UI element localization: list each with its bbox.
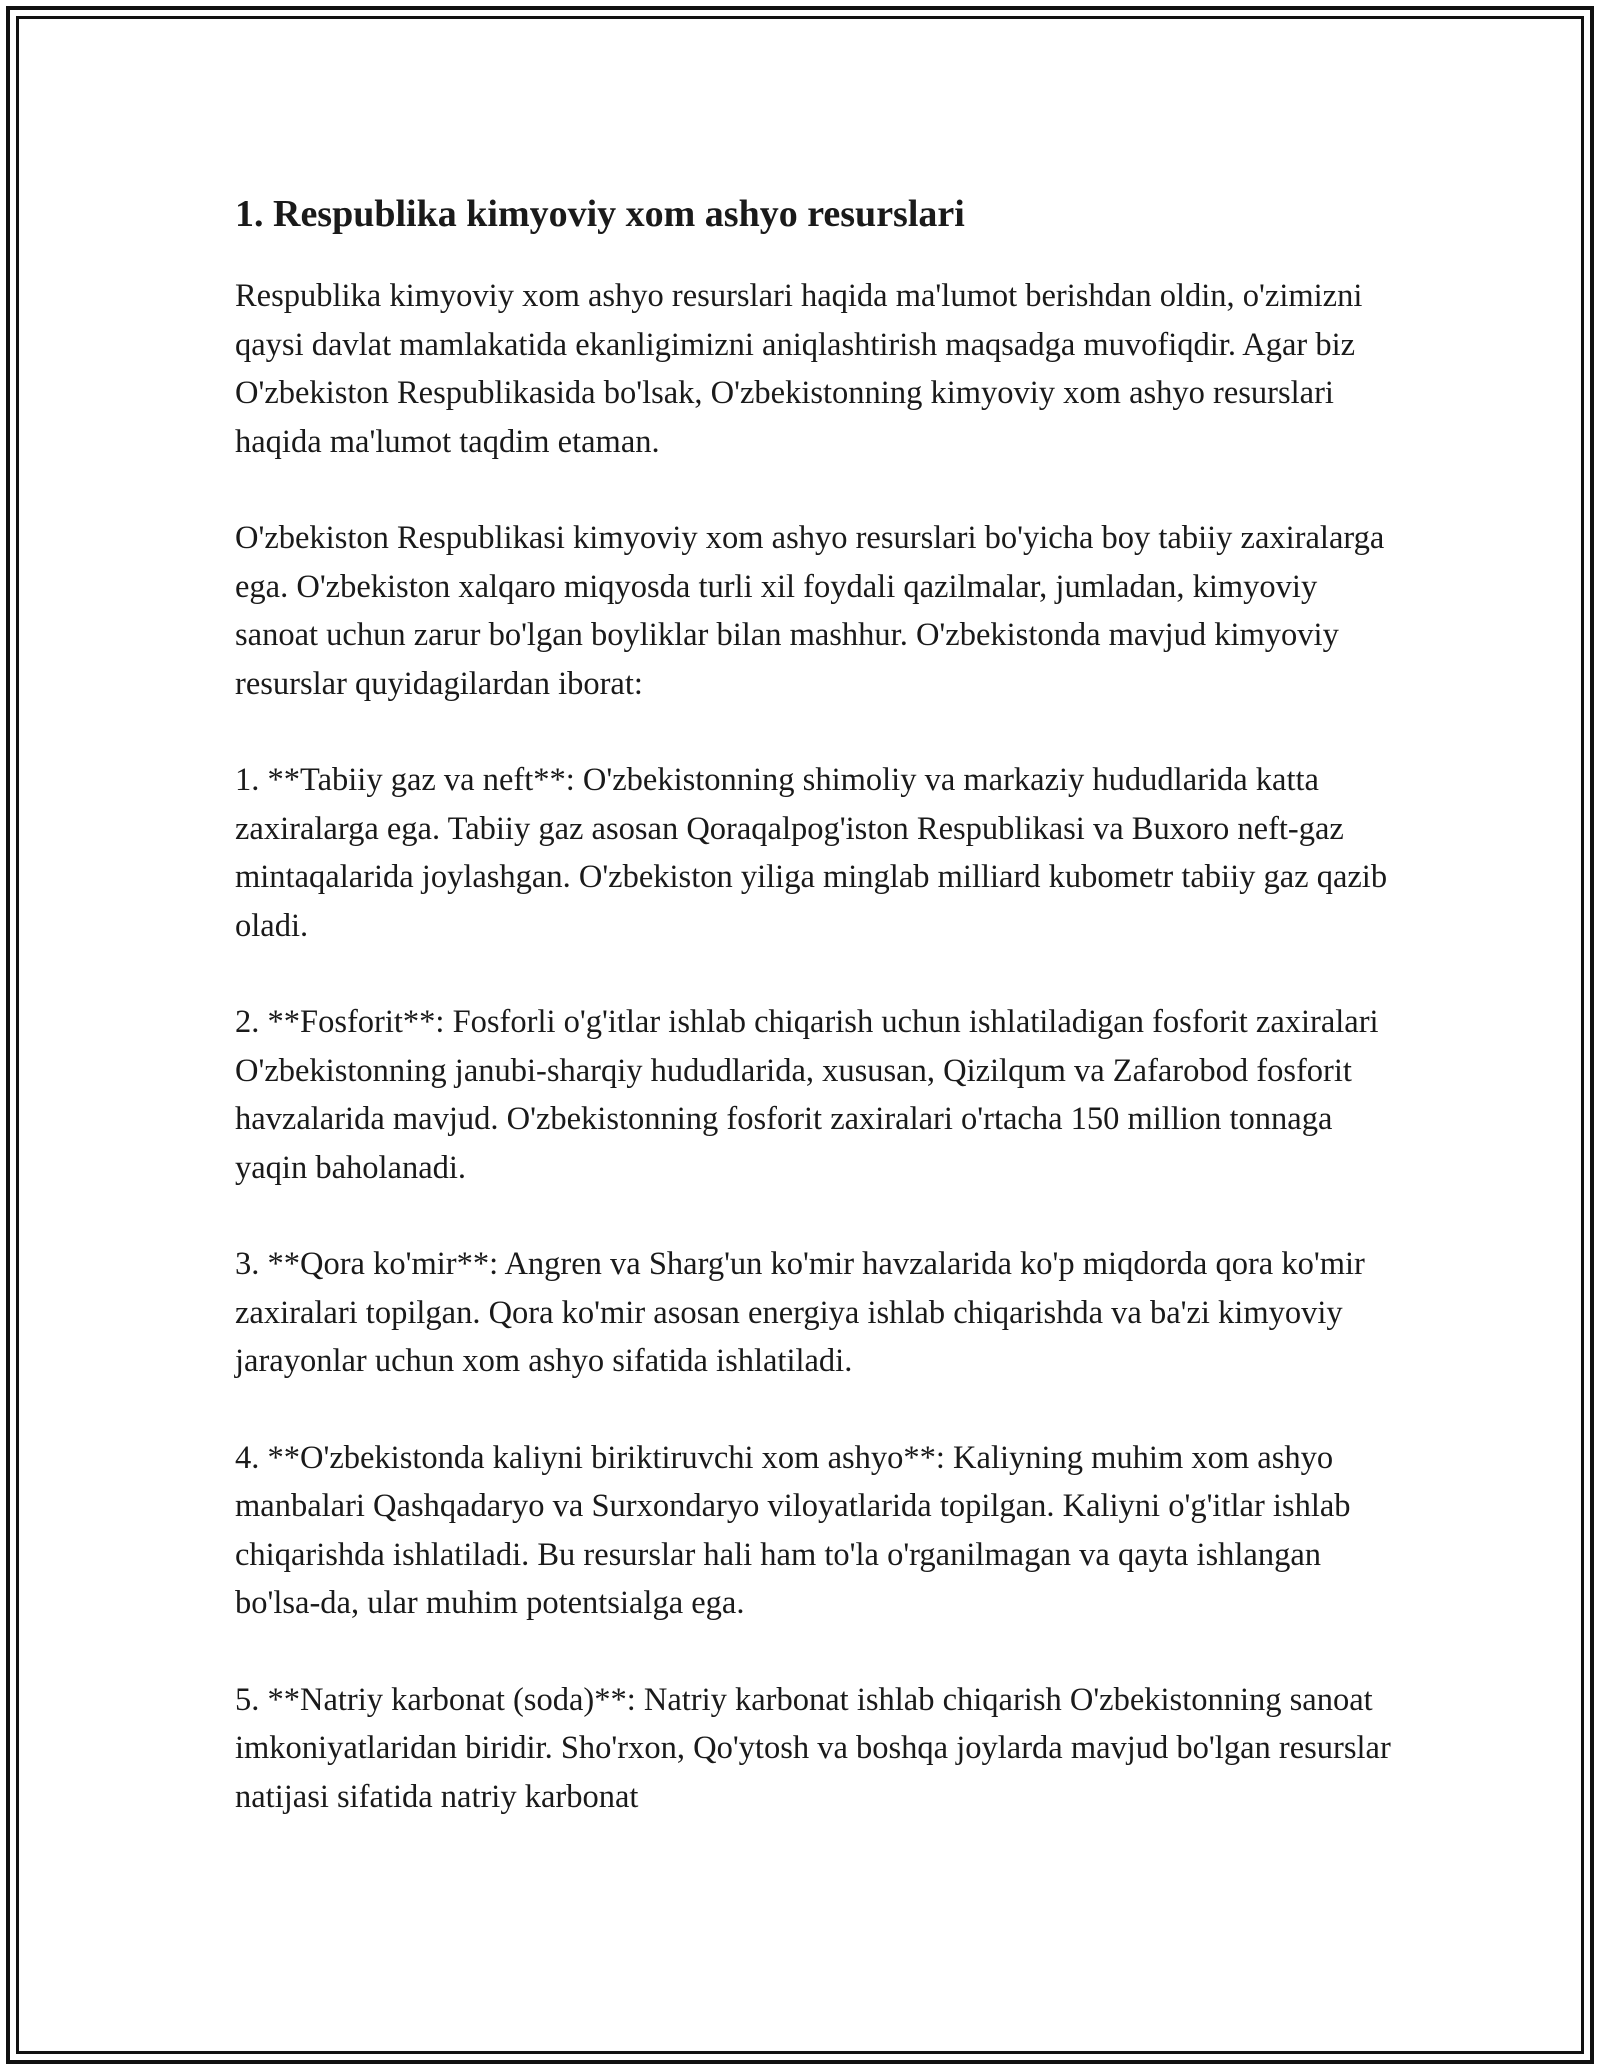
paragraph-intro: Respublika kimyoviy xom ashyo resurslari haqida ma'lumot berishdan oldin, o'zimizni qaysi davlat mamlakatida ekanligimizni aniqlashtirish maqsadga muvofiqdir. Agar biz O'zbekiston Respublikasida bo'lsak, O'zbekistonning kimyoviy xom ashyo resurslari haqida ma'lumot taqdim etaman. — [235, 278, 1363, 460]
paragraph-natural-gas: 1. **Tabiiy gaz va neft**: O'zbekistonning shimoliy va markaziy hududlarida katta zaxiralarga ega. Tabiiy gaz asosan Qoraqalpog'iston Respublikasi va Buxoro neft-gaz mintaqalarida joylashgan. O'zbekiston yiliga minglab milliard kubometr tabiiy gaz qazib oladi. — [235, 762, 1388, 944]
paragraph-soda: 5. **Natriy karbonat (soda)**: Natriy karbonat ishlab chiqarish O'zbekistonning sanoat imkoniyatlaridan biridir. Sho'rxon, Qo'ytosh va boshqa joylarda mavjud bo'lgan resurslar natijasi sifatida natriy karbonat — [235, 1681, 1391, 1815]
document-title: 1. Respublika kimyoviy xom ashyo resurslari — [235, 193, 965, 235]
paragraph-phosphorite: 2. **Fosforit**: Fosforli o'g'itlar ishlab chiqarish uchun ishlatiladigan fosforit zaxiralari O'zbekistonning janubi-sharqiy hududlarida, xususan, Qizilqum va Zafarobod fosforit havzalarida mavjud. O'zbekistonning fosforit zaxiralari o'rtacha 150 million tonnaga yaqin baholanadi. — [235, 1004, 1379, 1186]
paragraph-overview: O'zbekiston Respublikasi kimyoviy xom ashyo resurslari bo'yicha boy tabiiy zaxiralarga ega. O'zbekiston xalqaro miqyosda turli xil foydali qazilmalar, jumladan, kimyoviy sanoat uchun zarur bo'lgan boyliklar bilan mashhur. O'zbekistonda mavjud kimyoviy resurslar quyidagilardan iborat: — [235, 520, 1385, 702]
paragraph-coal: 3. **Qora ko'mir**: Angren va Sharg'un ko'mir havzalarida ko'p miqdorda qora ko'mir zaxiralari topilgan. Qora ko'mir asosan energiya ishlab chiqarishda va ba'zi kimyoviy jarayonlar uchun xom ashyo sifatida ishlatiladi. — [235, 1246, 1365, 1379]
paragraph-potassium: 4. **O'zbekistonda kaliyni biriktiruvchi xom ashyo**: Kaliyning muhim xom ashyo manbalari Qashqadaryo va Surxondaryo viloyatlarida topilgan. Kaliyni o'g'itlar ishlab chiqarishda ishlatiladi. Bu resurslar hali ham to'la o'rganilmagan va qayta ishlangan bo'lsa-da, ular muhim potentsialga ega. — [235, 1439, 1351, 1621]
document-body — [235, 188, 1395, 1821]
